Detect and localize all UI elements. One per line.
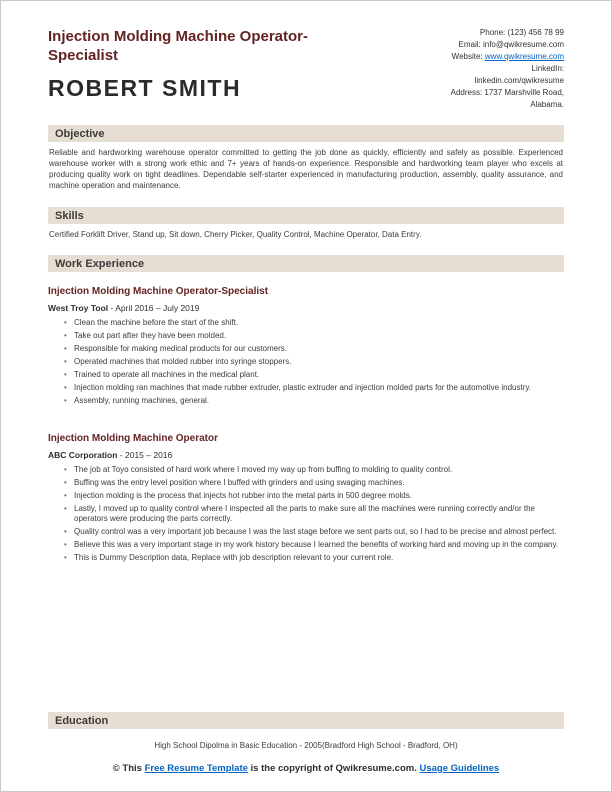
section-objective [48,125,564,191]
contact-linkedin-value: linkedin.com/qwikresume [474,76,564,85]
contact-linkedin-label: LinkedIn: [531,64,564,73]
contact-website [451,51,564,63]
section-work-experience [48,255,564,566]
education-heading: Education [48,712,564,729]
job-bullet: • Believe this was a very important stage in my work history because I learned the benefits of working hard and moving up in the company. [64,540,564,551]
job-company-line [48,450,564,460]
job-bullet: • The job at Toyo consisted of hard work where I moved my way up from buffing to molding to quality control. [64,465,564,476]
title-block [48,27,328,102]
usage-guidelines-link[interactable]: Usage Guidelines [419,763,500,774]
resume-header [48,27,564,111]
job-entry-2 [48,433,564,564]
company-name: ABC Corporation [48,449,118,460]
person-name: ROBERT SMITH [48,75,242,101]
free-resume-template-link[interactable]: Free Resume Template [144,763,248,774]
contact-address-line2: Alabama. [530,100,564,109]
contact-website-label: Website: [451,52,485,61]
education-text: High School Dipolma in Basic Education - 2005(Bradford High School - Bradford, OH) [154,741,458,750]
job-dates: - 2015 – 2016 [119,449,173,460]
objective-text: Reliable and hardworking warehouse operator committed to getting the job done as quickly, efficiently and safely as possible. Experienced warehouse worker with a strong work ethic and 7+ years of hands-on experience. Responsible and hardworking team player who excels at producing quality work on tight deadlines. Dependable self-starter experienced in manufacturing production, assembly, quality assurance, and machine operation and maintenance. [49,148,563,190]
job-bullet: • Responsible for making medical products for our customers. [64,344,564,355]
resume-title: Injection Molding Machine Operator-Specialist [48,28,309,64]
job-bullet: • Injection molding is the process that injects hot rubber into the metal parts in 500 degree molds. [64,491,564,502]
job-bullet: • Injection molding ran machines that made rubber extruder, plastic extruder and injection molded parts for the automotive industry. [64,383,564,394]
skills-heading: Skills [48,207,564,224]
job-bullet: • Buffing was the entry level position where I buffed with grinders and using swaging machines. [64,478,564,489]
job-bullet: • Operated machines that molded rubber into syringe stoppers. [64,357,564,368]
section-education [48,712,564,750]
job-bullet: • Assembly, running machines, general. [64,396,564,407]
job-bullet: • Lastly, I moved up to quality control where I inspected all the parts to make sure all the machines were running correctly and/or the operators were producing the parts correctly. [64,504,564,525]
job-bullet: • This is Dummy Description data, Replace with job description relevant to your current role. [64,553,564,564]
job-bullet: • Quality control was a very important job because I was the last stage before we sent parts out, so I had to be precise and almost perfect. [64,527,564,538]
job-bullet: • Clean the machine before the start of the shift. [64,318,564,329]
footer-copyright [113,762,499,775]
job-title: Injection Molding Machine Operator-Specialist [48,286,269,297]
job-dates: - April 2016 – July 2019 [110,303,200,313]
job-bullet-list [48,465,564,564]
work-experience-heading: Work Experience [48,255,564,272]
job-title: Injection Molding Machine Operator [48,432,219,444]
skills-text: Certified Forklift Driver, Stand up, Sit down, Cherry Picker, Quality Control, Machine Operator, Data Entry. [49,230,422,239]
job-bullet: • Take out part after they have been molded. [64,331,564,342]
objective-heading: Objective [48,125,564,142]
footer-text-2: is the copyright of Qwikresume.com. [247,763,420,774]
website-link[interactable]: www.qwikresume.com [484,52,564,61]
footer-text-1: © This [112,763,145,774]
job-entry-1 [48,286,564,407]
job-bullet-list [48,318,564,407]
job-company-line [48,303,564,313]
company-name: West Troy Tool [48,303,109,313]
contact-email: Email: info@qwikresume.com [458,40,564,49]
job-bullet: • Trained to operate all machines in the medical plant. [64,370,564,381]
section-skills [48,207,564,240]
contact-block [451,27,564,111]
contact-address-line1: Address: 1737 Marshville Road, [450,88,564,97]
contact-phone: Phone: (123) 456 78 99 [479,28,564,37]
